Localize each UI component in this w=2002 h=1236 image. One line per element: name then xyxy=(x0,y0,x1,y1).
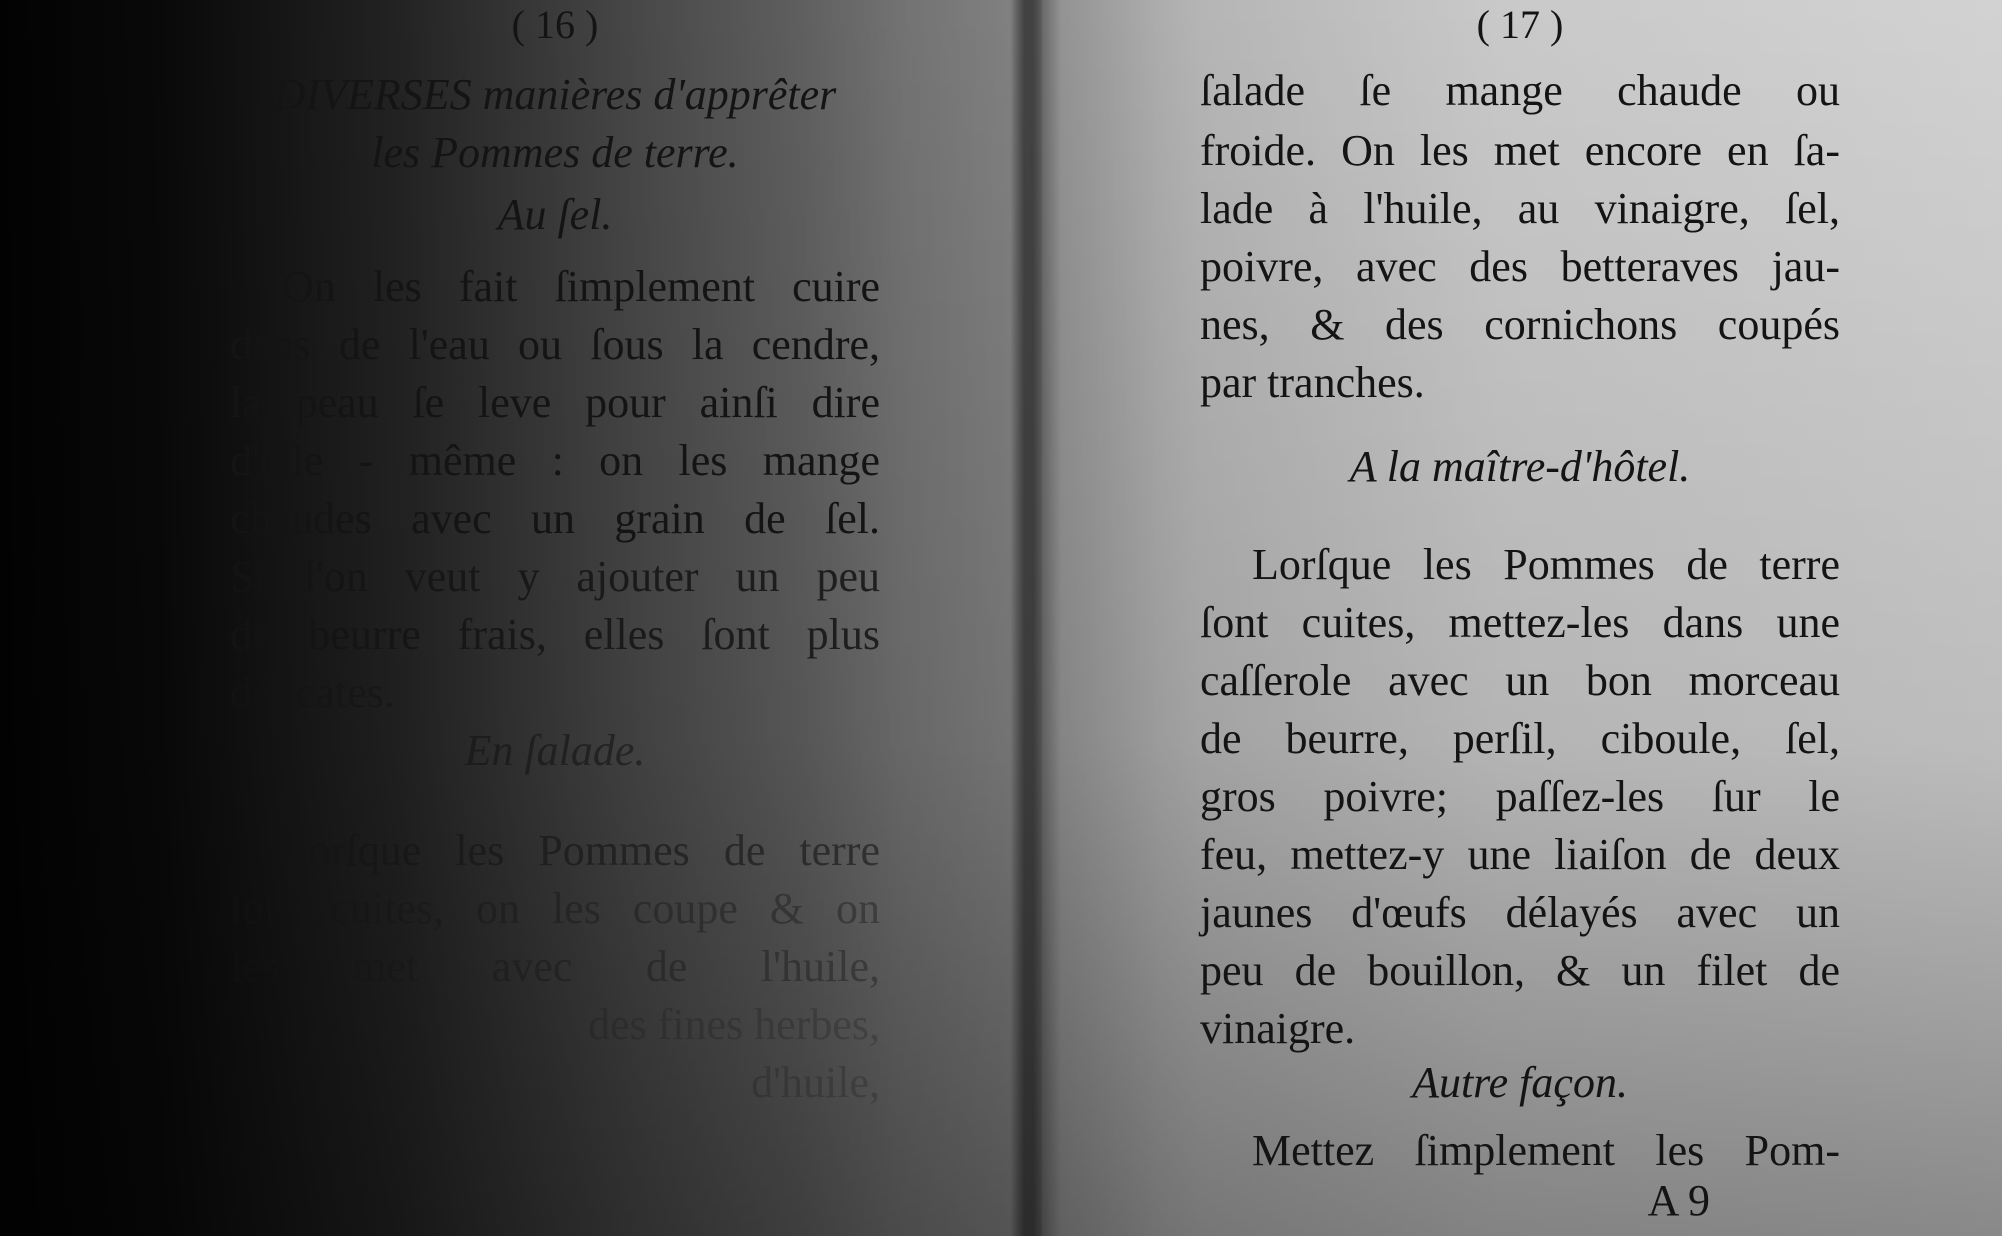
text-line: poivre, avec des betteraves jau- xyxy=(1200,242,1840,291)
text-line: d'huile, xyxy=(751,1058,880,1107)
text-line: Lorſque les Pommes de terre xyxy=(1252,540,1840,589)
text-line: Si l'on veut y ajouter un peu xyxy=(230,552,880,601)
section-title: En ſalade. xyxy=(464,726,646,775)
text-line: les met avec de l'huile, xyxy=(230,942,880,991)
signature-mark: A 9 xyxy=(1647,1176,1710,1225)
text-line: de beurre, perſil, ciboule, ſel, xyxy=(1200,714,1840,763)
text-line: ſalade ſe mange chaude ou xyxy=(1200,66,1840,115)
text-line: dans de l'eau ou ſous la cendre, xyxy=(230,320,880,369)
text-line: caſſerole avec un bon morceau xyxy=(1200,656,1840,705)
text-line: Lorſque les Pommes de terre xyxy=(282,826,880,875)
text-line: gros poivre; paſſez-les ſur le xyxy=(1200,772,1840,821)
text-line: Mettez ſimplement les Pom- xyxy=(1252,1126,1840,1175)
page-number: ( 16 ) xyxy=(511,2,599,47)
text-line: ſont cuites, on les coupe & on xyxy=(230,884,880,933)
text-line: peu de bouillon, & un filet de xyxy=(1200,946,1840,995)
book-gutter xyxy=(1010,0,1042,1236)
text-line: la peau ſe leve pour ainſi dire xyxy=(230,378,880,427)
text-line: vinaigre. xyxy=(1200,1004,1356,1053)
text-line: délicates. xyxy=(230,668,395,717)
section-title: Au ſel. xyxy=(497,190,613,239)
page-heading-line-2: les Pommes de terre. xyxy=(371,128,739,177)
text-line: nes, & des cornichons coupés xyxy=(1200,300,1840,349)
text-line: feu, mettez-y une liaiſon de deux xyxy=(1200,830,1840,879)
page-number: ( 17 ) xyxy=(1476,2,1564,47)
text-line: d'elle - même : on les mange xyxy=(230,436,880,485)
text-line: On les fait ſimplement cuire xyxy=(282,262,880,311)
text-line: des fines herbes, xyxy=(587,1000,880,1049)
text-line: par tranches. xyxy=(1200,358,1425,407)
text-line: ſont cuites, mettez-les dans une xyxy=(1200,598,1840,647)
text-line: lade à l'huile, au vinaigre, ſel, xyxy=(1200,184,1840,233)
section-title: A la maître-d'hôtel. xyxy=(1349,442,1691,491)
text-line: chaudes avec un grain de ſel. xyxy=(230,494,880,543)
section-title: Autre façon. xyxy=(1412,1058,1628,1107)
page-heading-line-1: DIVERSES manières d'apprêter xyxy=(273,70,837,119)
text-line: froide. On les met encore en ſa- xyxy=(1200,126,1840,175)
text-line: jaunes d'œufs délayés avec un xyxy=(1200,888,1840,937)
text-line: de beurre frais, elles ſont plus xyxy=(230,610,880,659)
